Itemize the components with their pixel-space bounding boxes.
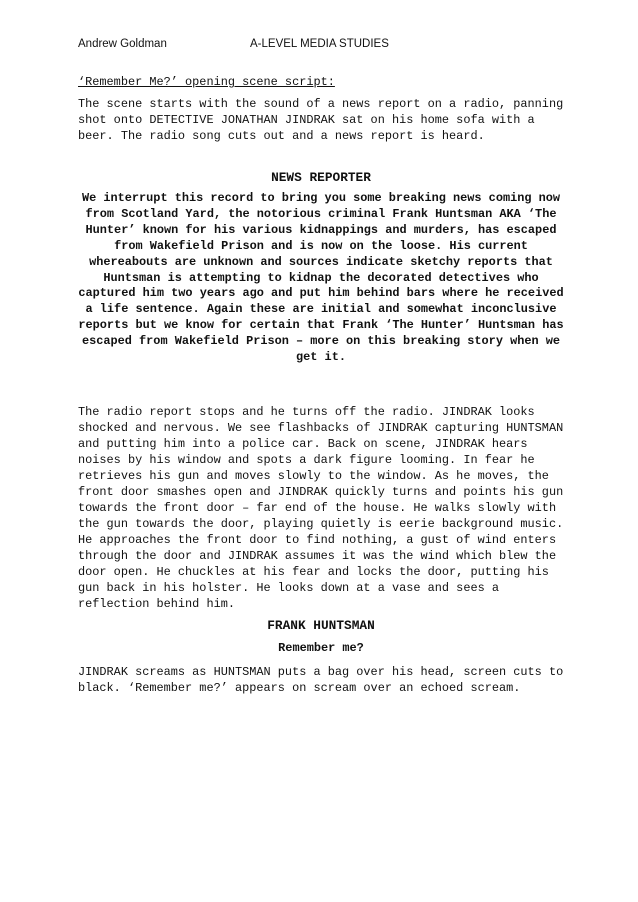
closing-paragraph: JINDRAK screams as HUNTSMAN puts a bag over his head, screen cuts to black. ‘Remember me?’ appears on scream over an echoed scream. — [78, 664, 564, 695]
author-name: Andrew Goldman — [78, 38, 167, 50]
speaker-news-reporter: NEWS REPORTER — [271, 170, 371, 185]
news-reporter-dialogue: We interrupt this record to bring you some breaking news coming now from Scotland Yard, the notorious criminal Frank Huntsman AKA ‘The Hunter’ known for his various kidnappings and murders, has escaped from Wakefield Prison and is now on the loose. His current whereabouts are unknown and sources indicate sketchy reports that Huntsman is attempting to kidnap the decorated detectives who captured him two years ago and put him behind bars where he received a life sentence. Again these are initial and somewhat inconclusive reports but we know for certain that Frank ‘The Hunter’ Huntsman has escaped from Wakefield Prison – more on this breaking story when we get it. — [78, 191, 564, 365]
course-title: A-LEVEL MEDIA STUDIES — [250, 38, 389, 50]
script-body — [78, 74, 564, 696]
speaker-frank-huntsman: FRANK HUNTSMAN — [267, 617, 375, 633]
action-paragraph: The radio report stops and he turns off the radio. JINDRAK looks shocked and nervous. We see flashbacks of JINDRAK capturing HUNTSMAN and putting him into a police car. Back on scene, JINDRAK hears noises by his window and spots a dark figure looming. In fear he retrieves his gun and moves slowly to the window. As he moves, the front door smashes open and JINDRAK quickly turns and points his gun towards the front door – far end of the house. He walks slowly with the gun towards the door, playing quietly is eerie background music. He approaches the front door to find nothing, a gust of wind enters through the door and JINDRAK assumes it was the wind which blew the door open. He chuckles at his fear and locks the door, putting his gun back in his holster. He looks down at a vase and sees a reflection behind him. — [78, 404, 564, 611]
huntsman-dialogue: Remember me? — [278, 640, 364, 655]
script-title: ‘Remember Me?’ opening scene script: — [78, 75, 335, 89]
intro-paragraph: The scene starts with the sound of a news report on a radio, panning shot onto DETECTIVE JONATHAN JINDRAK sat on his home sofa with a beer. The radio song cuts out and a news report is heard. — [78, 97, 564, 143]
page-header — [78, 38, 578, 54]
